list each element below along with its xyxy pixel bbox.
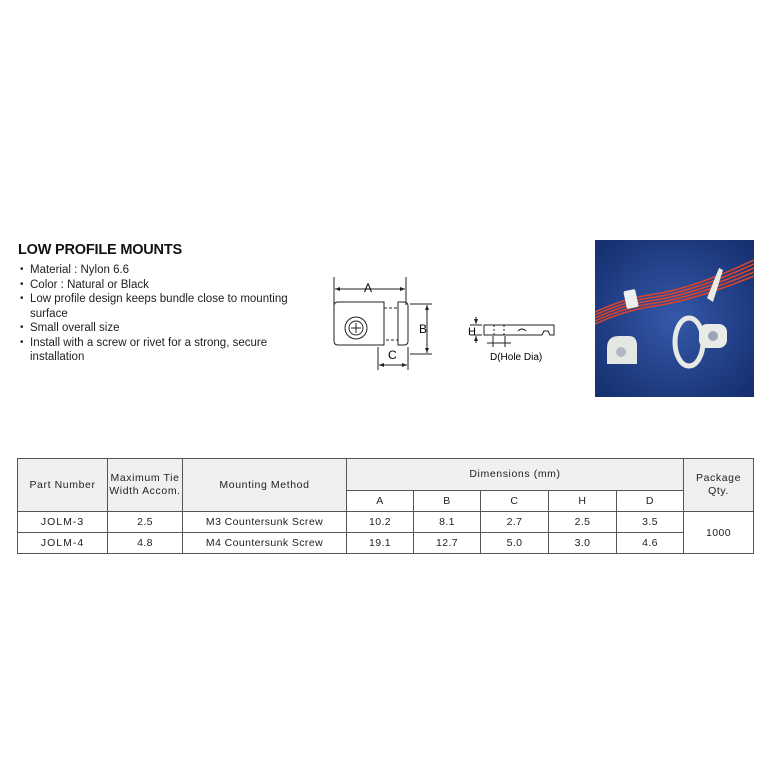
product-photo	[595, 240, 754, 397]
cell-width: 4.8	[108, 533, 183, 554]
dimension-drawing	[322, 275, 582, 375]
cell-a: 10.2	[347, 512, 414, 533]
label-c: C	[388, 348, 397, 362]
cell-c: 5.0	[481, 533, 549, 554]
cell-part: JOLM-4	[18, 533, 108, 554]
cell-a: 19.1	[347, 533, 414, 554]
header-package-qty: Package Qty.	[684, 459, 754, 512]
cell-method: M4 Countersunk Screw	[183, 533, 347, 554]
header-dim-c: C	[481, 491, 549, 512]
cell-b: 12.7	[414, 533, 481, 554]
cell-h: 3.0	[549, 533, 617, 554]
feature-item: • Color : Natural or Black	[20, 278, 320, 293]
label-h: H	[468, 326, 476, 338]
label-a: A	[364, 281, 373, 295]
mount-strap-outline	[398, 302, 408, 345]
cell-package-qty: 1000	[684, 512, 754, 554]
feature-item: • Low profile design keeps bundle close to mounting surface	[20, 292, 320, 321]
table-row	[18, 512, 754, 533]
cell-d: 4.6	[617, 533, 684, 554]
header-dim-a: A	[347, 491, 414, 512]
feature-list	[20, 263, 320, 365]
specification-table	[17, 458, 754, 554]
cell-part: JOLM-3	[18, 512, 108, 533]
cell-method: M3 Countersunk Screw	[183, 512, 347, 533]
header-mounting-method: Mounting Method	[183, 459, 347, 512]
label-d: D(Hole Dia)	[490, 352, 543, 363]
feature-item: • Install with a screw or rivet for a strong, secure installation	[20, 336, 320, 365]
header-dim-b: B	[414, 491, 481, 512]
side-view-slot	[518, 329, 526, 331]
header-max-tie-width: Maximum Tie Width Accom.	[108, 459, 183, 512]
feature-item: • Small overall size	[20, 321, 320, 336]
feature-item: • Material : Nylon 6.6	[20, 263, 320, 278]
product-title: LOW PROFILE MOUNTS	[18, 242, 182, 258]
cell-h: 2.5	[549, 512, 617, 533]
tie-slot-outline	[384, 308, 398, 340]
header-dim-h: H	[549, 491, 617, 512]
label-b: B	[419, 322, 428, 336]
header-part-number: Part Number	[18, 459, 108, 512]
cell-width: 2.5	[108, 512, 183, 533]
header-dimensions: Dimensions (mm)	[347, 459, 684, 491]
cell-b: 8.1	[414, 512, 481, 533]
table-row	[18, 533, 754, 554]
cell-d: 3.5	[617, 512, 684, 533]
cell-c: 2.7	[481, 512, 549, 533]
header-dim-d: D	[617, 491, 684, 512]
